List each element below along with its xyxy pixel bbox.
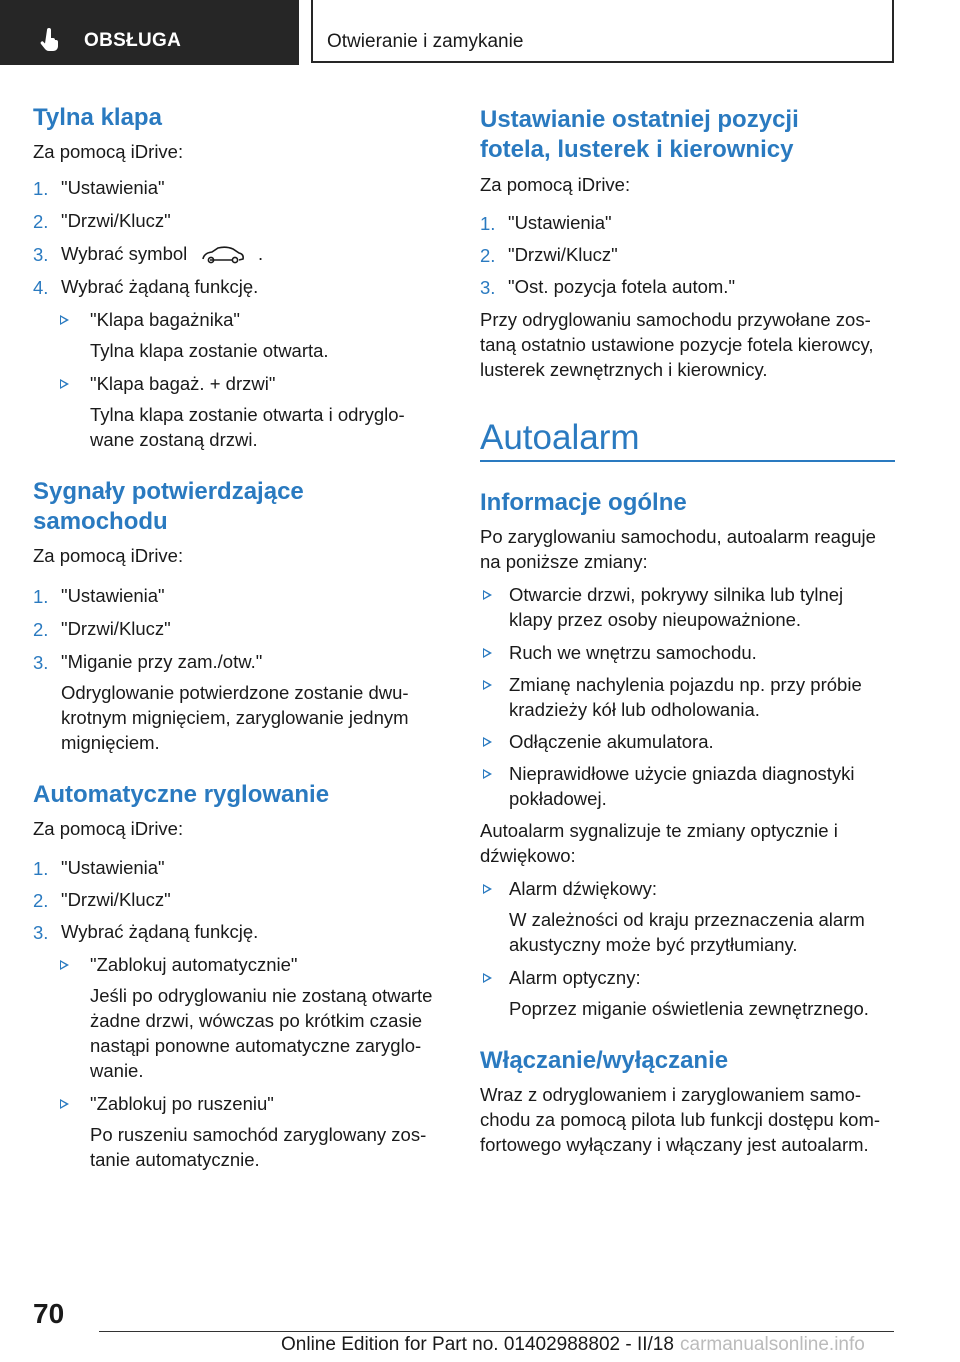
step-text: "Miganie przy zam./otw." xyxy=(61,651,263,672)
bullet-text: Zmianę nachylenia pojazdu np. przy próbie xyxy=(509,674,862,695)
triangle-bullet-icon xyxy=(483,648,492,658)
bullet-desc: żadne drzwi, wówczas po krótkim czasie xyxy=(90,1010,423,1031)
para-text: Wraz z odryglowaniem i zaryglowaniem samo- xyxy=(480,1084,862,1105)
heading-last-position-2: fotela, lusterek i kierownicy xyxy=(480,136,794,163)
step-number: 1. xyxy=(33,586,49,607)
edition-text: Online Edition for Part no. 01402988802 - II/18 xyxy=(281,1334,674,1355)
bullet-text: Ruch we wnętrzu samochodu. xyxy=(509,642,757,663)
step-suffix: . xyxy=(258,243,264,264)
para-text: fortowego wyłączany i włączany jest autoalarm. xyxy=(480,1134,869,1155)
bullet-desc: W zależności od kraju przeznaczenia alarm xyxy=(509,909,865,930)
bullet-text: klapy przez osoby nieupoważnione. xyxy=(509,609,802,630)
intro-text: Za pomocą iDrive: xyxy=(33,141,184,162)
bullet-text: "Zablokuj automatycznie" xyxy=(90,954,298,975)
bullet-text: Nieprawidłowe użycie gniazda diagnostyki xyxy=(509,763,855,784)
step-text: Wybrać żądaną funkcję. xyxy=(61,921,259,942)
bullet-text: pokładowej. xyxy=(509,788,607,809)
triangle-bullet-icon xyxy=(60,960,69,970)
para-text: lusterek zewnętrznych i kierownicy. xyxy=(480,359,768,380)
bullet-desc: Tylna klapa zostanie otwarta. xyxy=(90,340,329,361)
chapter-header xyxy=(311,0,894,63)
step-text: "Ustawienia" xyxy=(508,212,612,233)
bullet-text: "Zablokuj po ruszeniu" xyxy=(90,1093,274,1114)
step-text: "Drzwi/Klucz" xyxy=(61,618,171,639)
bullet-text: kradzieży kół lub odholowania. xyxy=(509,699,760,720)
step-text: "Drzwi/Klucz" xyxy=(61,210,171,231)
intro-text: Za pomocą iDrive: xyxy=(33,545,184,566)
step-text: "Drzwi/Klucz" xyxy=(508,244,618,265)
triangle-bullet-icon xyxy=(60,315,69,325)
step-number: 3. xyxy=(33,922,49,943)
bullet-desc: tanie automatycznie. xyxy=(90,1149,260,1170)
intro-text: Za pomocą iDrive: xyxy=(33,818,184,839)
chapter-title: Otwieranie i zamykanie xyxy=(327,31,524,52)
bullet-desc: akustyczny może być przytłumiany. xyxy=(509,934,798,955)
step-number: 1. xyxy=(33,178,49,199)
step-number: 2. xyxy=(480,245,496,266)
step-number: 2. xyxy=(33,890,49,911)
heading-on-off: Włączanie/wyłączanie xyxy=(480,1047,729,1074)
chapter-rule xyxy=(480,460,895,462)
bullet-text: "Klapa bagażnika" xyxy=(90,309,240,330)
bullet-desc: Tylna klapa zostanie otwarta i odryglo- xyxy=(90,404,405,425)
intro-text: na poniższe zmiany: xyxy=(480,551,648,572)
triangle-bullet-icon xyxy=(483,737,492,747)
heading-general-info: Informacje ogólne xyxy=(480,489,687,516)
step-text: "Ustawienia" xyxy=(61,177,165,198)
step-number: 4. xyxy=(33,277,49,298)
hand-pointer-icon xyxy=(40,28,62,52)
triangle-bullet-icon xyxy=(483,769,492,779)
step-number: 3. xyxy=(33,652,49,673)
section-label: OBSŁUGA xyxy=(84,30,182,51)
para-text: taną ostatnio ustawione pozycje fotela kierowcy, xyxy=(480,334,874,355)
para-text: Autoalarm sygnalizuje te zmiany optycznie i xyxy=(480,820,838,841)
step-number: 2. xyxy=(33,619,49,640)
triangle-bullet-icon xyxy=(60,379,69,389)
step-text: "Ustawienia" xyxy=(61,857,165,878)
step-number: 1. xyxy=(480,213,496,234)
step-desc: krotnym mignięciem, zaryglowanie jednym xyxy=(61,707,409,728)
step-text: "Ost. pozycja fotela autom." xyxy=(508,276,736,297)
bullet-desc: nastąpi ponowne automatyczne zaryglo- xyxy=(90,1035,422,1056)
step-text: Wybrać żądaną funkcję. xyxy=(61,276,259,297)
heading-auto-lock: Automatyczne ryglowanie xyxy=(33,781,330,808)
car-icon xyxy=(200,244,246,266)
footer-rule xyxy=(99,1331,894,1332)
intro-text: Po zaryglowaniu samochodu, autoalarm reaguje xyxy=(480,526,876,547)
triangle-bullet-icon xyxy=(483,884,492,894)
bullet-desc: wane zostaną drzwi. xyxy=(90,429,258,450)
bullet-desc: Jeśli po odryglowaniu nie zostaną otwarte xyxy=(90,985,433,1006)
chapter-heading: Autoalarm xyxy=(480,418,640,457)
para-text: chodu za pomocą pilota lub funkcji dostępu kom- xyxy=(480,1109,881,1130)
intro-text: Za pomocą iDrive: xyxy=(480,174,631,195)
bullet-text: Alarm optyczny: xyxy=(509,967,641,988)
watermark-text: carmanualsonline.info xyxy=(680,1334,865,1355)
bullet-text: Odłączenie akumulatora. xyxy=(509,731,714,752)
triangle-bullet-icon xyxy=(483,973,492,983)
triangle-bullet-icon xyxy=(483,590,492,600)
step-number: 3. xyxy=(480,277,496,298)
step-text: "Drzwi/Klucz" xyxy=(61,889,171,910)
step-desc: Odryglowanie potwierdzone zostanie dwu- xyxy=(61,682,409,703)
heading-tailgate: Tylna klapa xyxy=(33,104,162,131)
triangle-bullet-icon xyxy=(60,1099,69,1109)
bullet-text: Alarm dźwiękowy: xyxy=(509,878,658,899)
heading-last-position: Ustawianie ostatniej pozycji xyxy=(480,106,799,133)
bullet-text: Otwarcie drzwi, pokrywy silnika lub tylnej xyxy=(509,584,844,605)
heading-confirm-signals-2: samochodu xyxy=(33,508,168,535)
bullet-desc: Poprzez miganie oświetlenia zewnętrznego. xyxy=(509,998,869,1019)
step-desc: mignięciem. xyxy=(61,732,160,753)
step-number: 2. xyxy=(33,211,49,232)
triangle-bullet-icon xyxy=(483,680,492,690)
step-text: "Ustawienia" xyxy=(61,585,165,606)
page-number: 70 xyxy=(33,1298,65,1329)
bullet-desc: Po ruszeniu samochód zaryglowany zos- xyxy=(90,1124,427,1145)
bullet-text: "Klapa bagaż. + drzwi" xyxy=(90,373,276,394)
step-number: 3. xyxy=(33,244,49,265)
para-text: dźwiękowo: xyxy=(480,845,576,866)
step-number: 1. xyxy=(33,858,49,879)
heading-confirm-signals: Sygnały potwierdzające xyxy=(33,478,304,505)
bullet-desc: wanie. xyxy=(90,1060,144,1081)
section-tab xyxy=(0,0,299,65)
para-text: Przy odryglowaniu samochodu przywołane zos- xyxy=(480,309,871,330)
step-text: Wybrać symbol xyxy=(61,243,188,264)
